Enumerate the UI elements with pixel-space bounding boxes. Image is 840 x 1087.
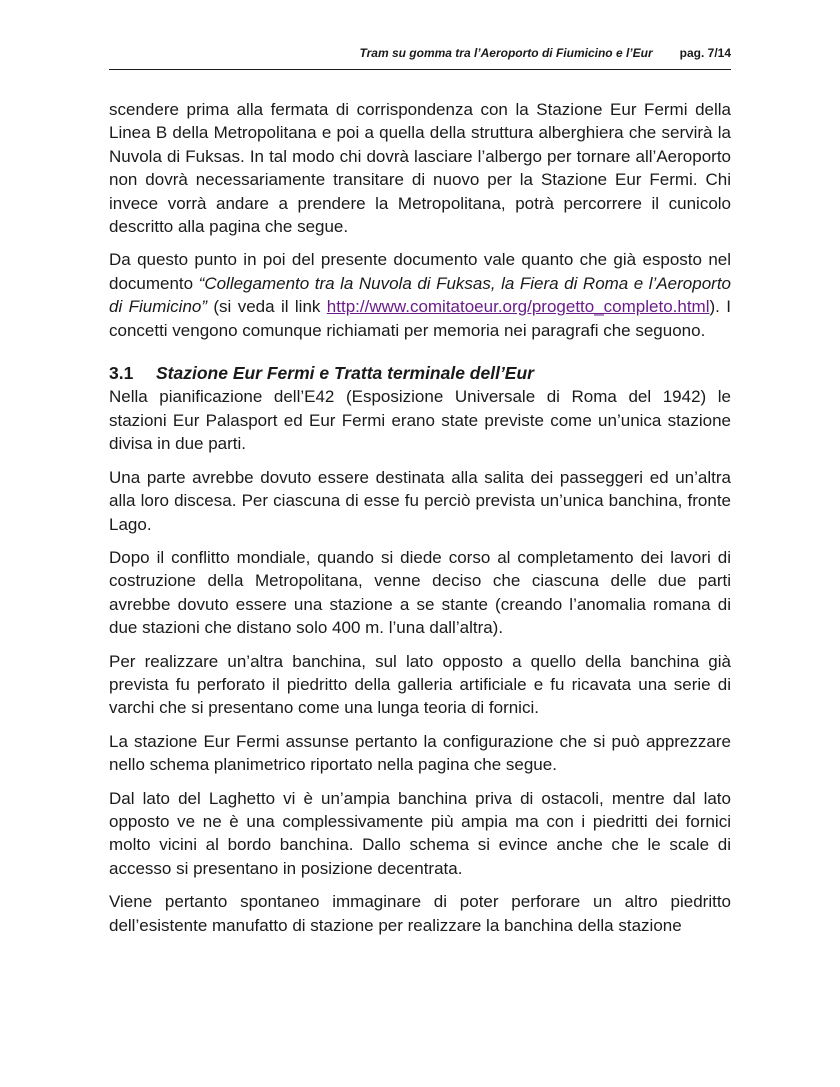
paragraph-text: Da questo punto in poi del presente documento vale quanto che già esposto nel documento [109, 250, 731, 293]
paragraph-with-link [109, 248, 731, 342]
section-paragraph: Dal lato del Laghetto vi è un’ampia banchina priva di ostacoli, mentre dal lato opposto ve ne è una complessivamente più ampia ma con i piedritti dei fornici molto vicini al bordo banchina. Dallo schema si evince anche che le scale di accesso si presentano in posizione decentrata. [109, 788, 731, 878]
section-heading [109, 362, 731, 385]
section-title: Stazione Eur Fermi e Tratta terminale dell’Eur [156, 363, 534, 384]
section-paragraph: Nella pianificazione dell’E42 (Esposizione Universale di Roma del 1942) le stazioni Eur Palasport ed Eur Fermi erano state previste come un’unica stazione divisa in due parti. [109, 387, 731, 454]
header-divider [109, 69, 731, 70]
document-title: Tram su gomma tra l’Aeroporto di Fiumicino e l’Eur [359, 46, 653, 60]
section-paragraph: Dopo il conflitto mondiale, quando si diede corso al completamento dei lavori di costruzione della Metropolitana, venne deciso che ciascuna delle due parti avrebbe dovuto essere una stazione a se stante (creando l’anomalia romana di due stazioni che distano solo 400 m. l’una dall’altra). [109, 547, 731, 638]
section-paragraph: Viene pertanto spontaneo immaginare di poter perforare un altro piedritto dell’esistente manufatto di stazione per realizzare la banchina della stazione [109, 892, 731, 935]
paragraph: scendere prima alla fermata di corrispondenza con la Stazione Eur Fermi della Linea B della Metropolitana e poi a quella della struttura alberghiera che servirà la Nuvola di Fuksas. In tal modo chi dovrà lasciare l’albergo per tornare all’Aeroporto non dovrà necessariamente transitare di nuovo per la Stazione Eur Fermi. Chi invece vorrà andare a prendere la Metropolitana, potrà percorrere il cunicolo descritto alla pagina che segue. [109, 100, 731, 237]
page-number: pag. 7/14 [679, 46, 731, 60]
section-paragraph: La stazione Eur Fermi assunse pertanto la configurazione che si può apprezzare nello schema planimetrico riportato nella pagina che segue. [109, 731, 731, 775]
section-paragraph: Per realizzare un’altra banchina, sul lato opposto a quello della banchina già prevista fu perforato il piedritto della galleria artificiale e fu ricavata una serie di varchi che si presentano come una lunga teoria di fornici. [109, 651, 731, 718]
paragraph-text: (si veda il link [207, 297, 327, 317]
project-link[interactable]: http://www.comitatoeur.org/progetto_completo.html [326, 297, 710, 317]
paragraph-text: ). I concetti vengono comunque richiamati per memoria nei paragrafi che seguono. [109, 297, 731, 340]
document-body [109, 98, 731, 947]
referenced-document-title: “Collegamento tra la Nuvola di Fuksas, la Fiera di Roma e l’Aeroporto di Fiumicino” [109, 273, 731, 317]
section-number: 3.1 [109, 363, 134, 384]
page-header [109, 46, 731, 60]
section-paragraph: Una parte avrebbe dovuto essere destinata alla salita dei passeggeri ed un’altra alla loro discesa. Per ciascuna di esse fu perciò prevista un’unica banchina, fronte Lago. [109, 467, 731, 534]
